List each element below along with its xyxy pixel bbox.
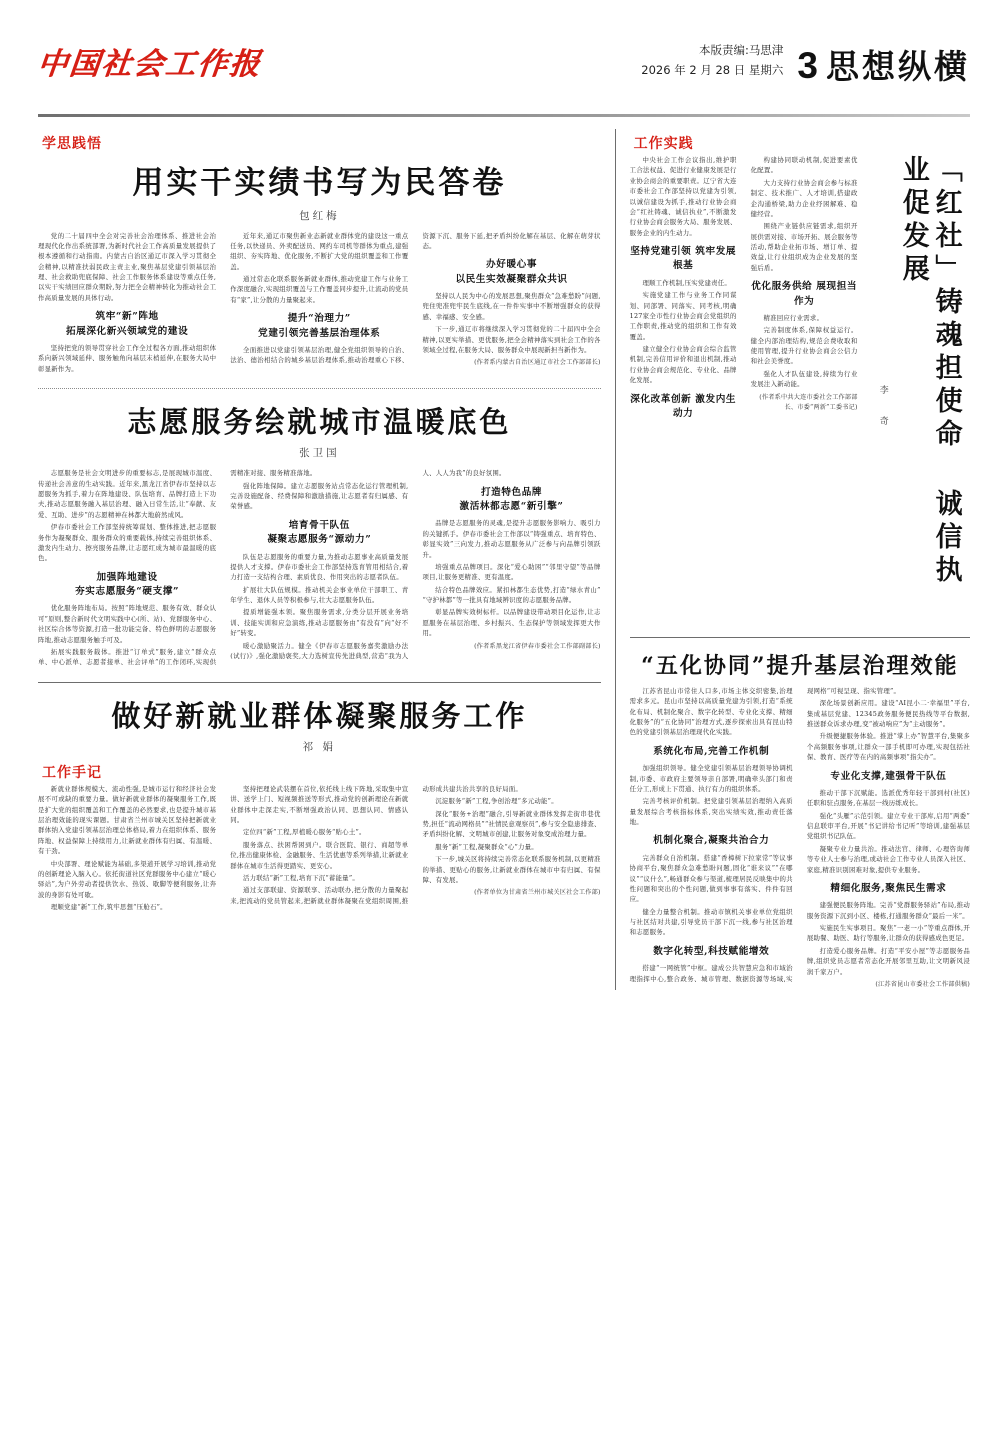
paragraph: 服务落点、扶困帮困到户。联合医院、银行、商超等单位,推出健康体检、金融服务、生活优惠等系列举措,让新就业群体在城市生活得更踏实、更安心。 [230,840,409,870]
paragraph: 扩展壮大队伍规模。推动机关企事业单位干部职工、青年学生、退休人员等积极参与,壮大志愿服务队伍。 [230,585,409,605]
article-3 [38,699,601,913]
article-5-subhead-4: 专业化支撑,建强骨干队伍 [830,770,947,782]
article-1-headline: 用实干实绩书写为民答卷 [132,165,507,201]
article-2-body [38,468,601,667]
article-4-subhead-3: 优化服务供给 展现担当作为 [751,281,858,307]
article-5-body [630,686,970,990]
paragraph: 围绕产业链供应链需求,组织开展供需对接、市场开拓、展会服务等活动,帮助企业拓市场、增订单、提效益,让行业组织成为企业发展的坚强后盾。 [750,222,858,272]
article-1-byline: 包红梅 [299,209,340,222]
article-3-kicker: 工作手记 [42,764,102,781]
divider-dotted-1 [38,388,601,389]
paragraph: 打造爱心服务品牌。打造“平安小屋”等志愿服务品牌,组织党员志愿者常态化开展邻里互助,让文明新风浸润千家万户。 [806,946,970,976]
masthead-rule [38,114,970,117]
paragraph: 坚持以人民为中心的发展思想,聚焦群众“急难愁盼”问题,兜住兜准兜牢民生底线,在一件件实事中不断增强群众的获得感、幸福感、安全感。 [422,292,601,321]
paragraph: 沉淀服务“新”工程,争创治理“多元动能”。 [435,797,558,806]
paragraph: 实施民生实事项目。聚焦“一老一小”等重点群体,开展助餐、助医、助行等服务,让群众的获得感成色更足。 [806,924,970,943]
article-2-subhead-3 [422,486,600,515]
article-2-subhead-2 [230,519,408,548]
paragraph: 下一步,通辽市将继续深入学习贯彻党的二十届四中全会精神,以更实举措、更优服务,把全会精神落实到社会工作的各领域全过程,在服务大局、服务群众中展现新担当新作为。 [422,325,601,354]
paragraph: 定位四“新”工程,厚植暖心服务“贴心土”。 [243,828,366,837]
article-4-signature: (作者系中共大连市委社会工作部部长、市委“两新”工委书记) [759,393,858,411]
paragraph: 活力联结“新”工程,培育下沉“蓄能量”。 [243,873,359,882]
article-1-kicker: 学思践悟 [42,136,102,152]
paragraph: 健全力量整合机制。推动市镇机关事业单位党组织与社区结对共建,引导党员干部下沉一线,参与社区治理和志愿服务。 [629,907,793,937]
newspaper-logo: 中国社会工作报 [35,47,264,82]
paragraph: 坚持把党的领导贯穿社会工作全过程各方面,推动组织体系向新兴领域延伸、服务触角向基层末梢延伸,在服务大局中彰显新作为。 [38,343,217,373]
article-4-layout [630,155,970,625]
paragraph: 搭建“一网统管”中枢。建成公共智慧应急和市域治理指挥中心,整合政务、城市管理、数据资源等场域,实现网格“可视呈现、指实管理”。 [629,686,901,983]
article-4-vertical-byline: 李 奇 [877,385,888,431]
paragraph: 彰显品牌实效树标杆。以品牌建设带动项目化运作,让志愿服务在基层治理、乡村振兴、生态保护等领域发挥更大作用。 [422,608,601,638]
paragraph: 新就业群体规模大、流动性强,是城市运行和经济社会发展不可或缺的重要力量。做好新就业群体的凝聚服务工作,既是扩大党的组织覆盖和工作覆盖的必然要求,也是提升城市基层治理效能的现实课题。甘肃省兰州市城关区坚持把新就业群体纳入党建引领基层治理总体格局,着力在组织体系、服务阵地、权益保障上持续用力,让新就业群体有归属、有温暖、有干劲。 [38,784,217,856]
paragraph: 暖心激励聚活力。健全《伊春市志愿服务嘉奖激励办法(试行)》,强化激励褒奖,大力选树宣传先进典型,营造“我为人人、人人为我”的良好氛围。 [230,469,506,660]
divider-solid-2 [630,637,970,638]
paragraph: 志愿服务是社会文明进步的重要标志,是展现城市温度、传递社会善意的生动实践。近年来,黑龙江省伊春市坚持以志愿服务为抓手,着力在阵地建设、队伍培育、品牌打造上下功夫,推动志愿服务融入基层治理、融入日常生活,让“奉献、友爱、互助、进步”的志愿精神在林都大地蔚然成风。 [38,469,217,519]
article-4-subhead-2: 深化改革创新 激发内生动力 [630,393,737,419]
paragraph: 深化“服务+治理”融合,引导新就业群体发挥走街串巷优势,担任“流动网格员”“社情民意观察员”,参与安全隐患排查、矛盾纠纷化解、文明城市创建,让服务对象变成治理力量。 [422,809,601,839]
masthead-right [641,40,970,87]
article-2-headline: 志愿服务绘就城市温暖底色 [127,405,512,440]
subhead-line-2: 拓展深化新兴领域党的建设 [65,325,189,337]
paragraph: 实施党建工作与业务工作同谋划、同部署、同落实、同考核,明确127家全市性行业协会商会党组织的工作职责,推动党的组织和工作有效覆盖。 [629,291,737,341]
paragraph: 理顺党建“新”工作,筑牢思想“压舱石”。 [50,903,167,912]
newspaper-page [0,36,1000,1446]
paragraph: 全面推进以党建引领基层治理,健全党组织领导的自治、法治、德治相结合的城乡基层治理体系,推动治理重心下移、资源下沉、服务下延,把矛盾纠纷化解在基层、化解在萌芽状态。 [230,231,601,365]
page-number: 3 [797,45,818,87]
paragraph: 坚持把理论武装摆在首位,依托线上线下阵地,采取集中宣讲、送学上门、短视频推送等形式,推动党的创新理论在新就业群体中走深走实,不断增强政治认同、思想认同、情感认同。 [230,784,409,825]
paragraph: 伊春市委社会工作部坚持统筹谋划、整体推进,把志愿服务作为凝聚群众、服务群众的重要载体,持续完善组织体系、激发内生动力、擦亮服务品牌,让志愿红成为城市最温暖的底色。 [38,523,217,563]
editor-line: 本版责编:马思津 [699,43,784,57]
left-column-zone [38,129,601,990]
paragraph: 结合特色品牌效应。紧扣林都生态优势,打造“绿水青山”“守护林都”等一批具有地域辨识度的志愿服务品牌。 [422,585,601,605]
paragraph: 中央社会工作会议指出,维护职工合法权益、促进行业健康发展是行业协会商会的重要职责。辽宁省大连市委社会工作部坚持以党建为引领,以诚信建设为抓手,推动行业协会商会“红社铸魂、诚信执业”,不断激发行业协会商会服务大局、服务发展、服务企业的内生动力。 [629,156,737,237]
article-1 [38,133,601,374]
paragraph: 建强便民服务阵地。完善“党群服务驿站”布局,推动服务资源下沉到小区、楼栋,打通服务群众“最后一米”。 [806,901,970,920]
paragraph: 完善群众自治机制。搭建“香樟树下拉家常”等议事协商平台,聚焦群众急难愁盼问题,固化“谁来议”“在哪议”“议什么”,畅通群众参与渠道,梳理居民反映集中的共性问题和突出的个性问题,做到事事有落实、件件有回应。 [629,853,793,904]
article-1-subhead-2 [230,312,408,341]
paragraph: 中央部署、理论赋能为基础,多渠道开展学习培训,推动党的创新理论入脑入心。依托街道社区党群服务中心建立“暖心驿站”,为户外劳动者提供饮水、热饭、歇脚等便利服务,让奔波的身影有处可歇。 [38,859,217,899]
subhead-line-1: 打造特色品牌 [480,486,543,498]
paragraph: 强化“头雁”示范引领。建立专业干部库,启用“两委”信息联审平台,开展“书记讲给书记听”等培训,建强基层党组织书记队伍。 [806,811,970,841]
paragraph: 近年来,通辽市聚焦新业态新就业群体党的建设这一重点任务,以快递员、外卖配送员、网约车司机等群体为重点,建强组织、夯实阵地、优化服务,不断扩大党的组织覆盖和工作覆盖。 [230,231,409,271]
article-1-subhead-3 [422,258,600,287]
paragraph: 构建协同联动机制,促进要素优化配置。 [750,156,858,175]
article-5-subhead-3: 数字化转型,科技赋能增效 [653,945,770,957]
article-5 [630,654,970,990]
subhead-line-2: 凝聚志愿服务“源动力” [267,534,372,546]
section-indicator [797,45,970,87]
paragraph: 提质增能强本领。聚焦服务需求,分类分层开展业务培训、技能实训和应急演练,推动志愿服务由“有没有”向“好不好”转变。 [230,608,409,638]
paragraph: 完善制度体系,保障权益运行。健全内部治理结构,规范会费收取和使用管理,提升行业协会商会公信力和社会美誉度。 [750,326,858,366]
date-line: 2026 年 2 月 28 日 星期六 [641,63,784,78]
masthead-meta [641,40,783,84]
paragraph: 强化人才队伍建设,持续为行业发展注入新动能。 [750,369,858,389]
article-2 [38,405,601,668]
article-5-subhead-1: 系统化布局,完善工作机制 [653,745,770,757]
article-5-signature: (江苏省昆山市委社会工作部供稿) [875,980,970,988]
paragraph: 凝聚专业力量共治。推动法官、律师、心理咨询师等专业人士参与治理,或动社会工作专业人员深入社区、家庭,精准识别困难对象,提供专业服务。 [806,844,970,874]
article-4-body [630,155,858,421]
paragraph: 强化阵地保障。建立志愿服务站点常态化运行管理机制,完善设施配备、经费保障和激励措施,让志愿者有归属感、有荣誉感。 [230,481,409,511]
paragraph: 加强组织领导。健全党建引领基层治理领导协调机制,市委、市政府主要领导亲自部署,明确牵头部门和责任分工,形成上下贯通、执行有力的组织体系。 [629,764,793,793]
paragraph: 完善考核评价机制。把党建引领基层治理纳入高质量发展综合考核指标体系,突出实绩实效,推动责任落地。 [629,797,793,827]
paragraph: 党的二十届四中全会对完善社会治理体系、推进社会治理现代化作出系统部署,为新时代社会工作高质量发展提供了根本遵循和行动指南。内蒙古自治区通辽市深入学习贯彻全会精神,以精准扶弱民政主责主业,聚焦基层党建引领基层治理、社会救助兜底保障、社会工作服务体系建设等重点任务,以实干实绩回应群众期盼,努力把全会精神转化为推动社会工作高质量发展的具体行动。 [38,231,217,302]
article-4-kicker: 工作实践 [633,136,694,152]
right-column-zone [630,129,970,990]
subhead-line-2: 以民生实效凝聚群众共识 [455,273,568,285]
article-4-vertical-title-area [858,155,962,625]
subhead-line-2: 党建引领完善基层治理体系 [258,327,381,339]
subhead-line-1: 筑牢“新”阵地 [95,311,159,323]
paragraph: 精准回应行业需求。 [763,313,824,322]
paragraph: 江苏省昆山市常住人口多,市场主体交织密集,治理需求多元。昆山市坚持以高质量党建为引领,打造“系统化布局、机制化聚合、数字化转型、专业化支撑、精细化服务”的“五化协同”治理方式,逐步探索出具有昆山特色的党建引领基层治理现代化实践。 [629,686,793,737]
article-3-byline: 祁 娟 [302,740,336,753]
subhead-line-2: 夯实志愿服务“硬支撑” [75,586,180,598]
article-5-subhead-2: 机制化聚合,凝聚共治合力 [653,835,770,847]
paragraph: 深化场景创新应用。建设“AI昆小二·幸福里”平台,集成基层党建、12345政务服务便民热线等平台数据,推送群众诉求办理,变“被动响应”为“主动服务”。 [806,699,970,729]
article-2-signature: (作者系黑龙江省伊春市委社会工作部副部长) [474,642,601,650]
subhead-line-1: 提升“治理力” [287,313,351,325]
paragraph: 通过常态化联系服务新就业群体,推动党建工作与业务工作深度融合,实现组织覆盖与工作覆盖同步提升,让流动的党员有“家”,让分散的力量聚起来。 [230,275,409,304]
article-3-signature: (作者单位为甘肃省兰州市城关区社会工作部) [474,889,601,897]
article-1-signature: (作者系内蒙古自治区通辽市社会工作部部长) [474,359,601,367]
paragraph: 下一步,城关区将持续完善常态化联系服务机制,以更精准的举措、更贴心的服务,让新就业群体在城市中有归属、有保障、有发展。 [422,855,601,884]
article-4-vertical-headline: 「红社」铸魂担使命 诚信执业促发展 [897,155,962,588]
subhead-line-2: 激活林都志愿“新引擎” [459,501,564,513]
article-3-headline: 做好新就业群体凝聚服务工作 [111,698,528,733]
paragraph: 建立健全行业协会商会综合监管机制,完善信用评价和退出机制,推动行业协会商会规范化、专业化、品牌化发展。 [629,345,737,385]
paragraph: 拓展实践服务载体。推进“订单式”服务,建立“群众点单、中心派单、志愿者接单、社会评单”的工作闭环,实现供需精准对接、服务精准落地。 [38,469,317,667]
paragraph: 培强重点品牌项目。深化“爱心助困”“邻里守望”等品牌项目,让服务更精准、更有温度。 [422,562,601,582]
paragraph: 升级便捷服务体验。推进“掌上办”智慧平台,集聚多个高频服务事项,让群众一部手机即可办理,实现包括社保、教育、医疗等在内的高频事项“指尖办”。 [806,732,970,762]
article-2-subhead-1 [38,571,216,600]
paragraph: 理顺工作机制,压实党建责任。 [642,278,732,287]
subhead-line-1: 培育骨干队伍 [288,519,350,531]
article-5-subhead-5: 精细化服务,聚焦民生需求 [830,882,947,894]
article-4 [630,133,970,625]
divider-solid-1 [38,682,601,683]
paragraph: 大力支持行业协会商会参与标准制定、技术推广、人才培训,搭建政企沟通桥梁,助力企业纾困解难、稳健经营。 [750,178,858,218]
article-4-text [630,155,858,625]
paragraph: 通过支部联建、资源联享、活动联办,把分散的力量聚起来,把流动的党员管起来,把新就业群体凝聚在党组织周围,推动形成共建共治共享的良好局面。 [230,784,523,905]
column-divider [615,129,616,990]
paragraph: 品牌是志愿服务的灵魂,是提升志愿服务影响力、吸引力的关键抓手。伊春市委社会工作部以“铸强重点、培育特色、彰显实效”三向发力,推动志愿服务从广泛参与向品牌引领跃升。 [422,519,601,559]
subhead-line-1: 办好暖心事 [486,259,538,271]
article-1-subhead-1 [38,310,216,339]
article-2-byline: 张卫国 [299,447,340,460]
article-4-subhead-1: 坚持党建引领 筑牢发展根基 [630,246,737,272]
masthead [35,36,970,108]
paragraph: 优化服务阵地布局。按照“阵地规范、服务有效、群众认可”原则,整合新时代文明实践中心(所、站)、党群服务中心、社区综合体等资源,打造一批功能完备、特色鲜明的志愿服务阵地,推动志愿服务触手可及。 [38,604,217,644]
article-5-headline: “五化协同”提升基层治理效能 [641,653,959,679]
page-body [38,129,970,990]
paragraph: 推动干部下沉赋能。选派优秀年轻干部到村(社区)任职和驻点服务,在基层一线历练成长。 [806,788,970,808]
section-title: 思想纵横 [826,47,970,87]
paragraph: 队伍是志愿服务的重要力量,为推动志愿事业高质量发展提供人才支撑。伊春市委社会工作部坚持选育管用相结合,着力打造一支结构合理、素质优良、作用突出的志愿者队伍。 [230,552,409,582]
article-1-body [38,231,601,375]
article-3-body [38,784,601,913]
paragraph: 服务“新”工程,凝聚群众“心”力量。 [435,842,538,851]
subhead-line-1: 加强阵地建设 [96,571,158,583]
vertical-headline-wrap [858,155,962,625]
